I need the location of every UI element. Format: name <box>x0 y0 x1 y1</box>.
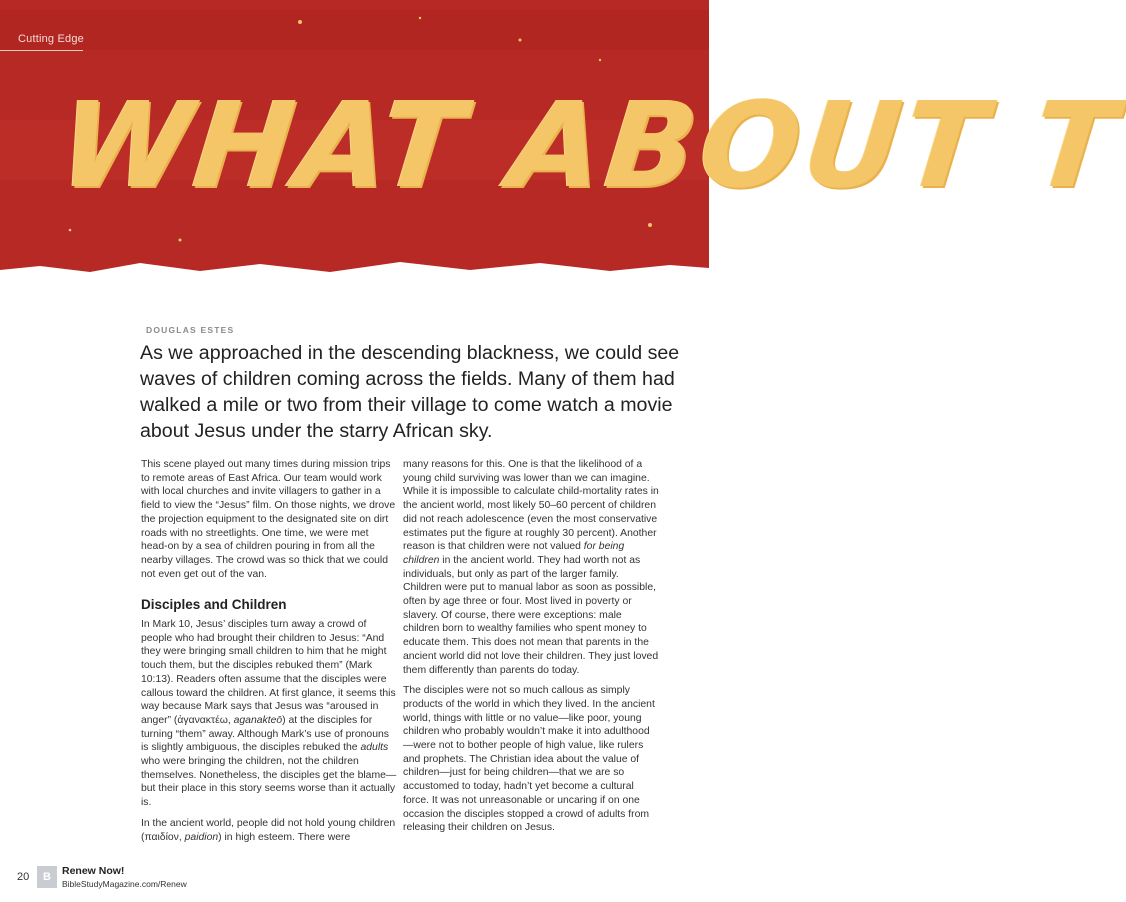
subheading: Disciples and Children <box>141 597 287 613</box>
headline-art: WHAT ABOUT T <box>53 76 1126 214</box>
lede-paragraph: As we approached in the descending blackness, we could see waves of children coming across the fields. Many of them had walked a mile or two from their village to come watch a movie about Jesus under the starry African sky. <box>140 342 680 442</box>
magazine-logo: B <box>37 866 57 888</box>
body-paragraph: This scene played out many times during mission trips to remote areas of East Africa. Our team would work with local churches and invite villagers to gather in a field to view the “Jesus” film. On those nights, we drove the projection equipment to the designated site on dirt roads with no streetlights. One time, we were met head-on by a sea of children pouring in from all the nearby villages. The crowd was so thick that we could not even get out of the van. <box>141 459 396 580</box>
section-label: Cutting Edge <box>18 33 84 45</box>
footer-title: Renew Now! <box>62 865 125 877</box>
body-paragraph: many reasons for this. One is that the likelihood of a young child surviving was lower than we can imagine. While it is impossible to calculate child-mortality rates in the ancient world, most likely 50–60 percent of children did not reach adolescence (even the most conservative estimates put the figure at roughly 30 percent). Another reason is that children were not valued for being children in the ancient world. They had worth not as individuals, but only as part of the larger family. Children were put to manual labor as soon as possible, often by age three or four. Most lived in poverty or slavery. Of course, there were exceptions: male children born to wealthy families who spent money to educate them. This does not mean that parents in the ancient world did not love their children. They just loved them differently than parents do today. <box>403 459 659 676</box>
body-paragraph: The disciples were not so much callous as simply products of the world in which they lived. In the ancient world, things with little or no value—like poor, young children who probably wouldn’t make it into adulthood—were not to bother people of high value, like rulers and prophets. The Christian idea about the value of children—just for being children—that we are so accustomed to today, hadn’t yet become a cultural force. It was not unreasonable or uncaring if on one occasion the disciples stopped a crowd of adults from releasing their children on Jesus. <box>403 685 655 834</box>
header-banner <box>0 0 1126 300</box>
author-byline: DOUGLAS ESTES <box>146 325 235 335</box>
footer-url[interactable]: BibleStudyMagazine.com/Renew <box>62 879 187 889</box>
left-column <box>141 458 397 851</box>
right-column <box>403 458 659 842</box>
section-rule <box>0 50 83 51</box>
body-paragraph: In Mark 10, Jesus’ disciples turn away a crowd of people who had brought their children to Jesus: “And they were bringing small children to him that he might touch them, but the disciples rebuked them” (Mark 10:13). Readers often assume that the disciples were callous toward the children. At first glance, it seems this way because Mark says that Jesus was “aroused in anger” (ἀγανακτέω, aganakteō) at the disciples for turning “them” away. Although Mark’s use of pronouns is slightly ambiguous, the disciples rebuked the adults who were bringing the children, not the children themselves. Nonetheless, the disciples get the blame—but their place in this story seems worse than it actually is. <box>141 619 397 809</box>
page-number: 20 <box>17 871 30 883</box>
body-paragraph: In the ancient world, people did not hold young children (παιδίον, paidion) in high esteem. There were <box>141 817 396 843</box>
